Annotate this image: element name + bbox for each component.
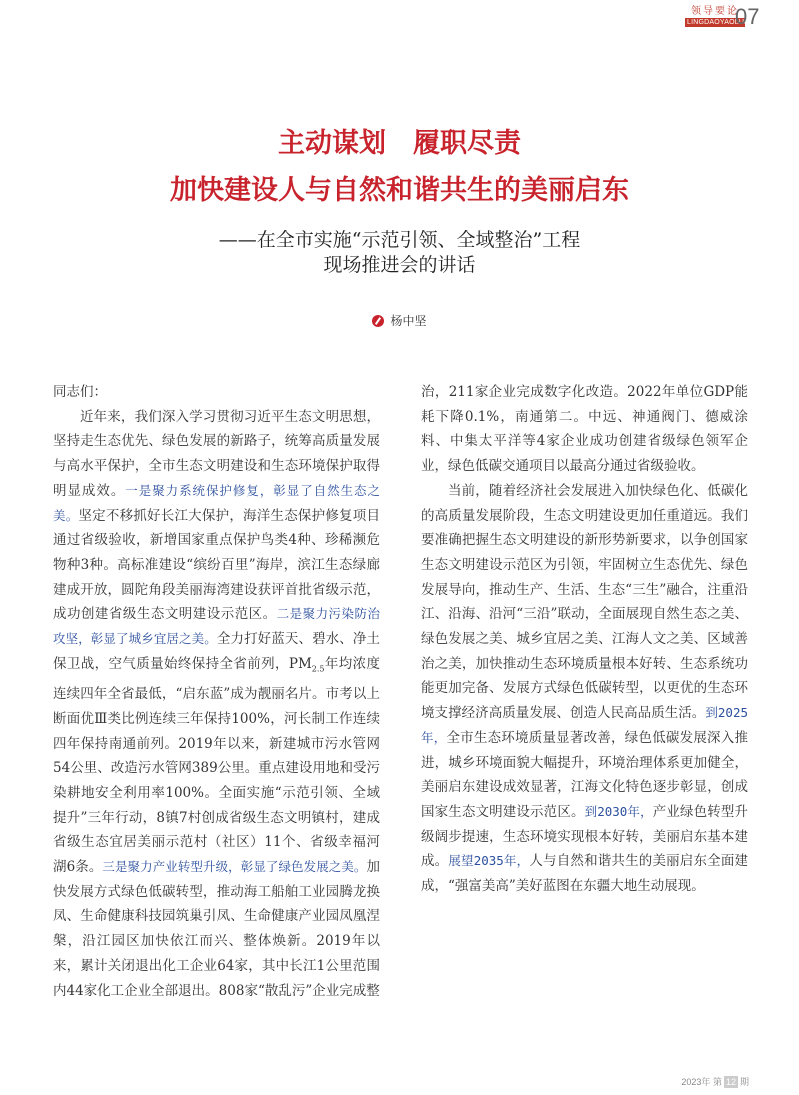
paragraph-text: 全力打好蓝天、碧水、净土保卫战，空气质量始终保持全省前列，PM: [53, 631, 380, 672]
pen-icon: [372, 315, 384, 327]
issue-year: 2023年: [681, 1077, 711, 1087]
paragraph-1: [53, 405, 380, 1004]
paragraph-1-continued: 治，211家企业完成数字化改造。2022年单位GDP能耗下降0.1%，南通第二。中远、神通阀门、德威涂料、中集太平洋等4家企业成功创建省级绿色领军企业，绿色低碳交通项目以最高分通过省级验收。: [421, 384, 748, 475]
section-name-en: LINGDAOYAOLUN: [687, 19, 750, 26]
paragraph-text: 当前，随着经济社会发展进入加快绿色化、低碳化的高质量发展阶段，生态文明建设更加任重道远。我们要准确把握生态文明建设的新形势新要求，以争创国家生态文明建设示范区为引领，牢固树立生态优先、绿色发展导向，推动生产、生活、生态“三生”融合，注重沿江、沿海、沿河“三沿”联动，全面展现自然生态之美、绿色发展之美、城乡宜居之美、江海人文之美、区域善治之美，加快推动生态环境质量根本好转、生态系统功能更加完备、发展方式绿色低碳转型，以更优的生态环境支撑经济高质量发展、创造人民高品质生活。: [421, 482, 748, 722]
paragraph-2: [421, 479, 748, 899]
paragraph-text: 加快发展方式绿色低碳转型，推动海工船舶工业园腾龙换凤、生命健康科技园筑巢引凤、生命健康产业园凤凰涅槃，沿江园区加快依江而兴、整体焕新。2019年以来，累计关闭退出化工企业64家，其中长江1公里范围内44家化工企业全部退出。808家“散乱污”企业完成整: [53, 859, 380, 999]
left-column: [53, 380, 380, 1003]
highlight-heading-3: 三是聚力产业转型升级，彰显了绿色发展之美。: [102, 859, 367, 875]
section-name-cn: 领导要论: [691, 6, 739, 17]
author-byline: [0, 312, 799, 330]
article-title-line1: 主动谋划 履职尽责: [278, 128, 521, 159]
issue-suffix: 期: [739, 1077, 749, 1087]
paragraph-text: 产业绿色转型升级阔步提速，生态环境实现根本好转，美丽启东基本建成。: [421, 803, 749, 870]
issue-footer: [681, 1076, 749, 1088]
paragraph-text: 全市生态环境质量显著改善，绿色低碳发展深入推进，城乡环境面貌大幅提升，环境治理体系更加健全，美丽启东建设成效显著，江海文化特色逐步彰显，创成国家生态文明建设示范区。: [421, 729, 748, 820]
paragraph-text: 人与自然和谐共生的美丽启东全面建成，“强富美高”美好蓝图在东疆大地生动展现。: [421, 853, 749, 895]
highlight-heading-1: 一是聚力系统保护修复，彰显了自然生态之美。: [53, 482, 380, 523]
highlight-heading-5: 到2030年，: [584, 803, 653, 819]
right-column: [421, 380, 748, 899]
paragraph-text: 坚定不移抓好长江大保护，海洋生态保护修复项目通过省级验收，新增国家重点保护鸟类4种、珍稀濒危物种3种。高标准建设“缤纷百里”海岸，滨江生态绿廊建成开放，圆陀角段美丽海湾建设获评首批省级示范，成功创建省级生态文明建设示范区。: [53, 507, 380, 623]
issue-number: 12: [725, 1077, 736, 1087]
pm-subscript: 2.5: [311, 664, 325, 674]
highlight-heading-2: 二是聚力污染防治攻坚，彰显了城乡宜居之美。: [53, 606, 380, 647]
page-number: 07: [735, 4, 760, 29]
article-subtitle-line2: 现场推进会的讲话: [323, 254, 476, 276]
paragraph-text: 近年来，我们深入学习贯彻习近平生态文明思想，坚持走生态优先、绿色发展的新路子，统筹高质量发展与高水平保护，全市生态文明建设和生态环境保护取得明显成效。: [53, 408, 380, 499]
highlight-heading-6: 展望2035年，: [448, 853, 530, 869]
issue-label: 第: [712, 1077, 722, 1087]
article-subtitle-line1: ——在全市实施“示范引领、全域整治”工程: [218, 229, 581, 251]
article-title-line2: 加快建设人与自然和谐共生的美丽启东: [170, 175, 629, 206]
author-name: 杨中坚: [390, 314, 427, 328]
paragraph-text: 年均浓度连续四年全省最低，“启东蓝”成为靓丽名片。市考以上断面优Ⅲ类比例连续三年保持100%，河长制工作连续四年保持南通前列。2019年以来，新建城市污水管网54公里、改造污水管网389公里。重点建设用地和受污染耕地安全利用率100%。全面实施“示范引领、全域提升”三年行动，8镇7村创成省级生态文明镇村，建成省级生态宜居美丽示范村（社区）11个、省级幸福河湖6条。: [53, 655, 381, 876]
highlight-heading-4: 到2025年，: [421, 705, 749, 745]
salutation: 同志们：: [53, 384, 107, 400]
